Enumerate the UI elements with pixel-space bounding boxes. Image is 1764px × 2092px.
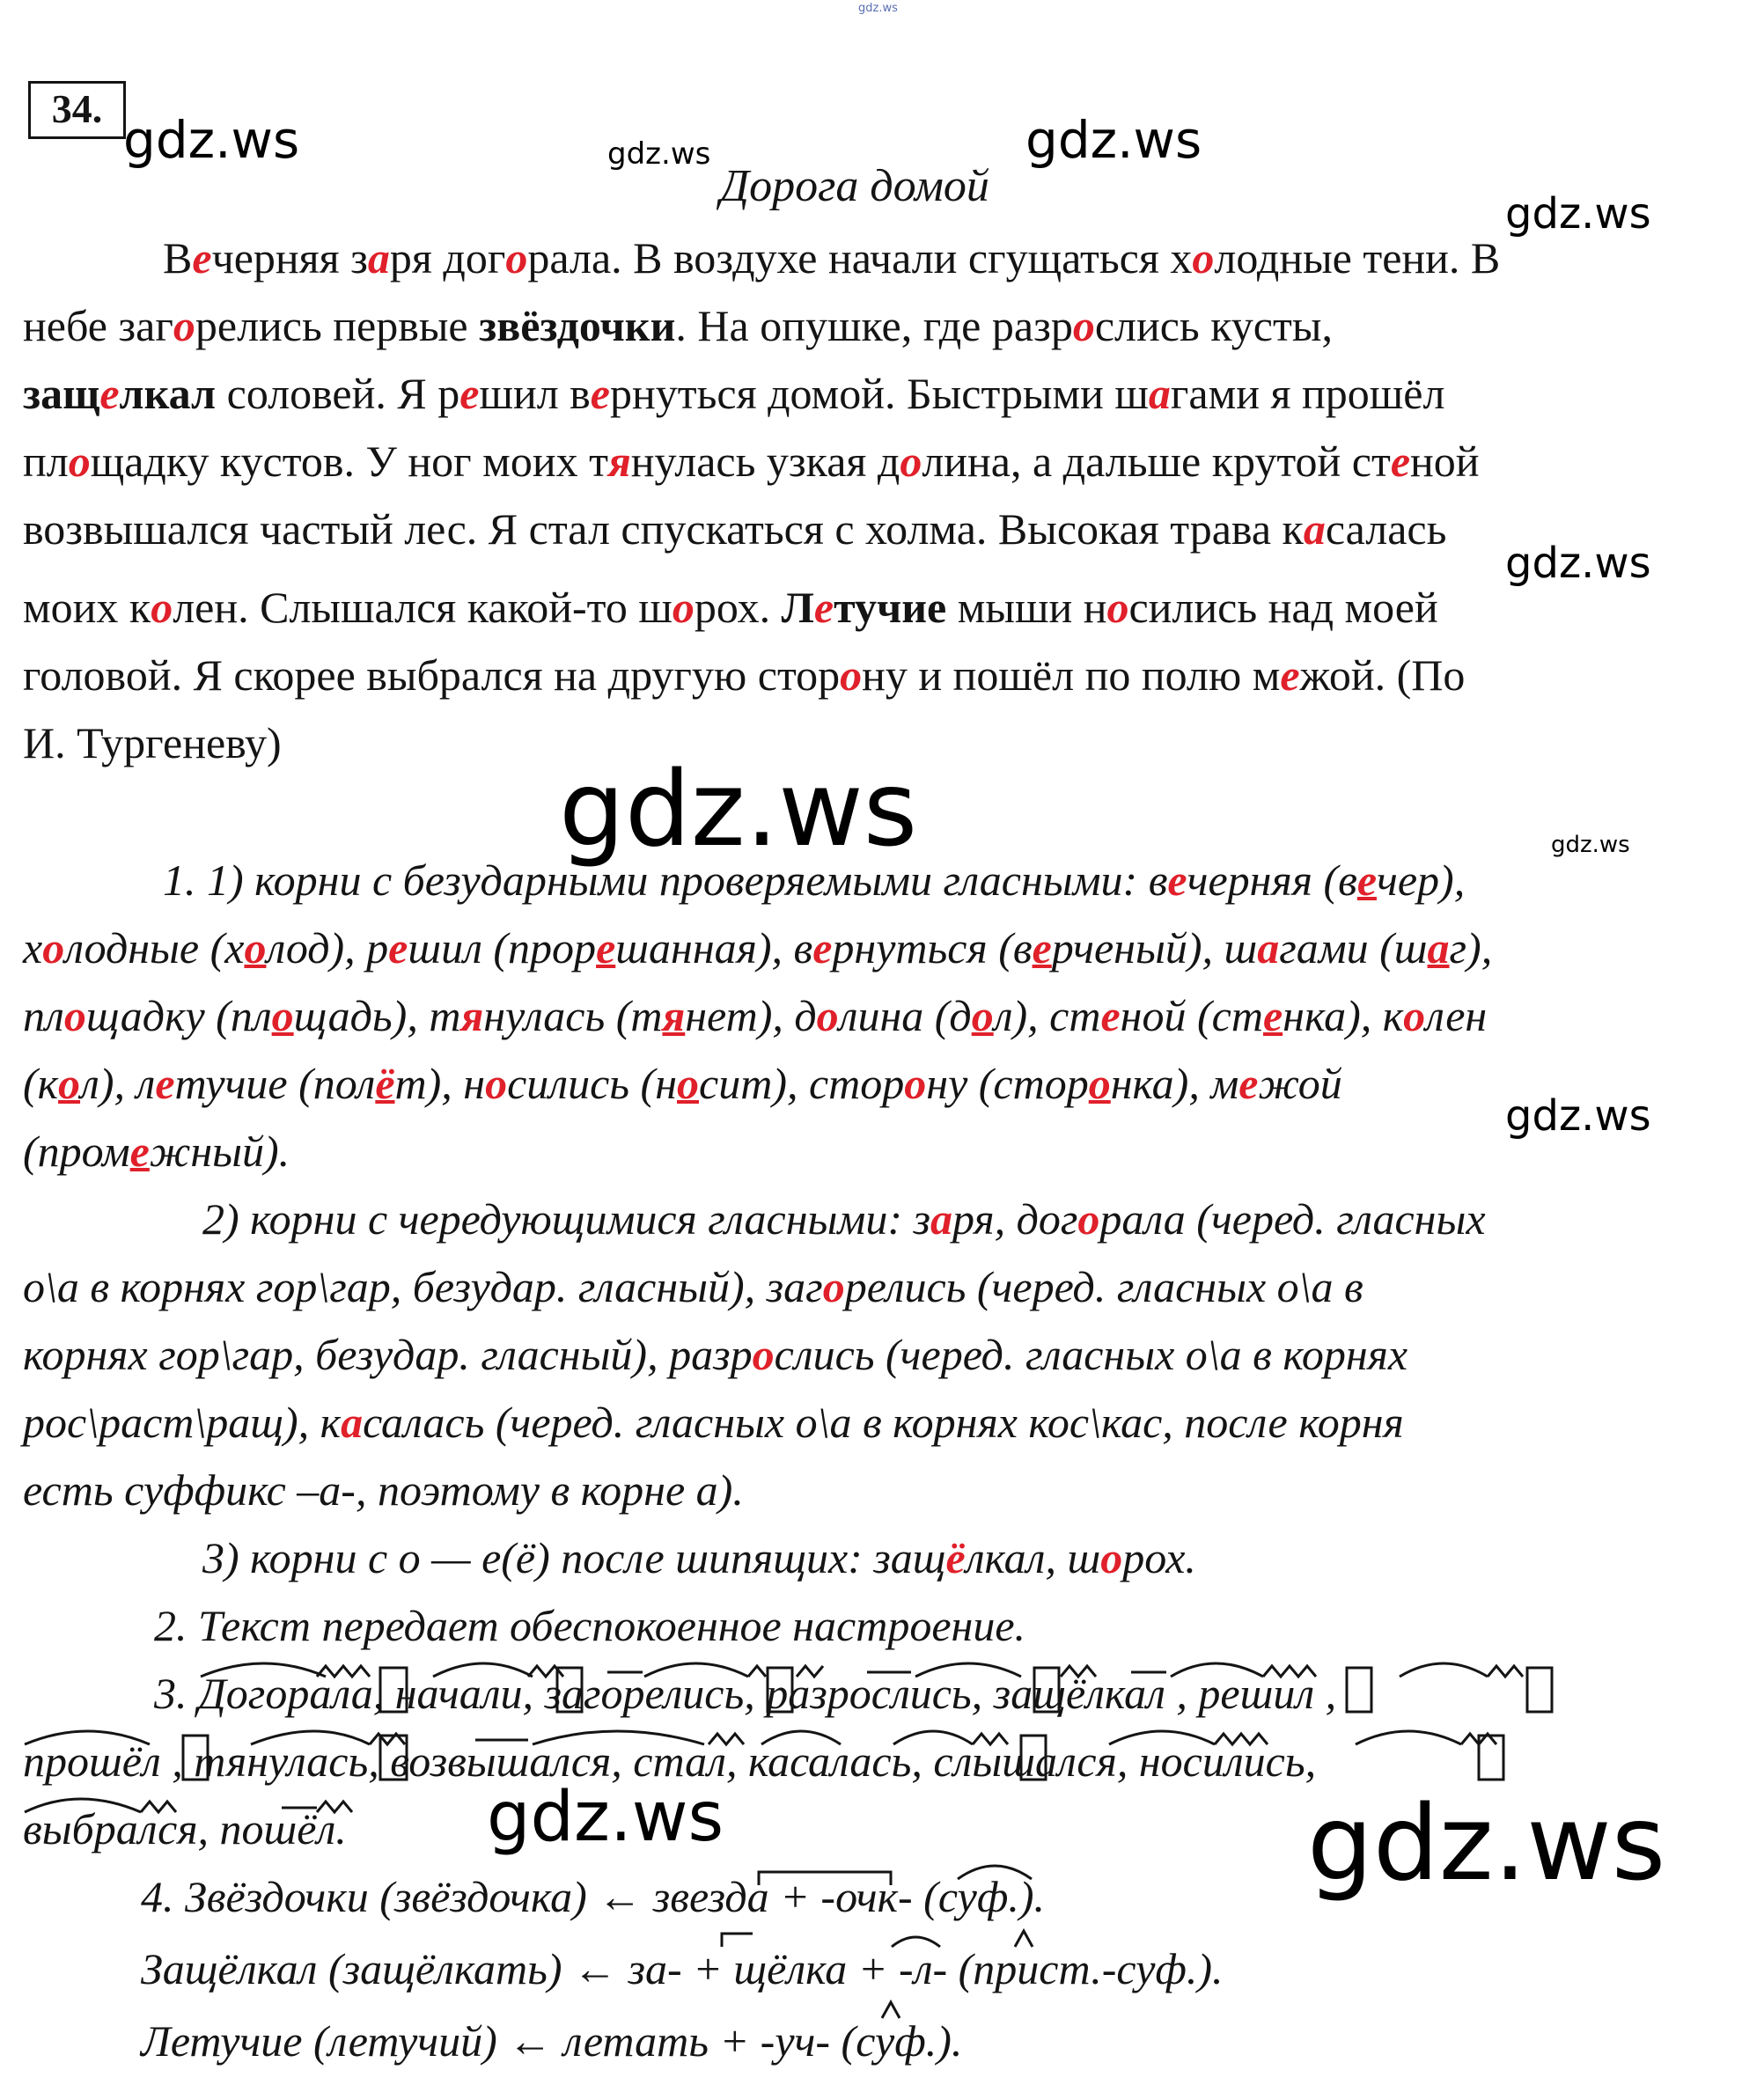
watermark: gdz.ws: [1307, 1782, 1666, 1904]
watermark: gdz.ws: [487, 1778, 724, 1857]
answer-1-1-line: 1. 1) корни с безударными проверяемыми гласными: вечерняя (вечер),: [163, 855, 1466, 905]
answer-1-1-line: площадку (площадь), тянулась (тянет), долина (дол), стеной (стенка), колен: [23, 991, 1488, 1040]
answer-1-1-line: холодные (холод), решил (прорешанная), вернуться (верченый), шагами (шаг),: [23, 923, 1493, 973]
answer-4-line: Летучие (летучий) ← летать + -уч- (суф.).: [141, 2016, 963, 2066]
answer-4-line: Защёлкал (защёлкать) ← за- + щёлка + -л- (прист.-суф.).: [141, 1944, 1224, 1993]
text-line: защелкал соловей. Я решил вернуться домой. Быстрыми шагами я прошёл: [23, 369, 1445, 418]
text-line: небе загорелись первые звёздочки. На опушке, где разрослись кусты,: [23, 301, 1333, 350]
watermark: gdz.ws: [607, 136, 711, 172]
text-line: моих колен. Слышался какой-то шорох. Летучие мыши носились над моей: [23, 583, 1438, 632]
watermark: gdz.ws: [1505, 189, 1651, 239]
watermark: gdz.ws: [559, 748, 918, 870]
answer-4-line: 4. Звёздочки (звёздочка) ← звезда + -очк- (суф.).: [141, 1872, 1046, 1921]
answer-3-line: выбрался, пошёл.: [23, 1804, 347, 1853]
watermark: gdz.ws: [123, 110, 300, 170]
text-line: Вечерняя заря догорала. В воздухе начали сгущаться холодные тени. В: [163, 233, 1501, 283]
answer-3-line: 3. Догорала, начали, загорелись, разрослись, защёлкал , решил ,: [154, 1669, 1337, 1718]
answer-1-1-line: (кол), летучие (полёт), носились (носит), сторону (сторонка), межой: [23, 1059, 1342, 1108]
watermark: gdz.ws: [1551, 832, 1630, 858]
answer-1-2-line: есть суффикс –а-, поэтому в корне а).: [23, 1465, 744, 1515]
answer-3-line: прошёл , тянулась, возвышался, стал, касалась, слышался, носились,: [23, 1736, 1317, 1786]
top-site-label: gdz.ws: [858, 2, 898, 15]
text-line: возвышался частый лес. Я стал спускаться с холма. Высокая трава касалась: [23, 504, 1447, 554]
watermark: gdz.ws: [1505, 1091, 1651, 1141]
answer-1-2-line: рос\раст\ращ), касалась (черед. гласных о\а в корнях кос\кас, после корня: [23, 1398, 1404, 1447]
answer-1-1-line: (промежный).: [23, 1127, 290, 1176]
text-line: головой. Я скорее выбрался на другую сторону и пошёл по полю межой. (По: [23, 650, 1466, 700]
text-line: площадку кустов. У ног моих тянулась узкая долина, а дальше крутой стеной: [23, 437, 1480, 486]
text-title: Дорога домой: [720, 161, 989, 211]
answer-1-3-line: 3) корни с о — е(ё) после шипящих: защёлкал, шорох.: [202, 1533, 1196, 1582]
answer-1-2-line: корнях гор\гар, безудар. гласный), разрослись (черед. гласных о\а в корнях: [23, 1330, 1408, 1379]
answer-1-2-line: о\а в корнях гор\гар, безудар. гласный), загорелись (черед. гласных о\а в: [23, 1262, 1363, 1311]
text-line: И. Тургеневу): [23, 718, 282, 767]
answer-2-line: 2. Текст передает обеспокоенное настроение.: [154, 1601, 1026, 1650]
answer-1-2-line: 2) корни с чередующимися гласными: заря, догорала (черед. гласных: [202, 1194, 1486, 1244]
task-number-box: 34.: [28, 81, 126, 139]
watermark: gdz.ws: [1505, 539, 1651, 588]
watermark: gdz.ws: [1025, 110, 1202, 170]
